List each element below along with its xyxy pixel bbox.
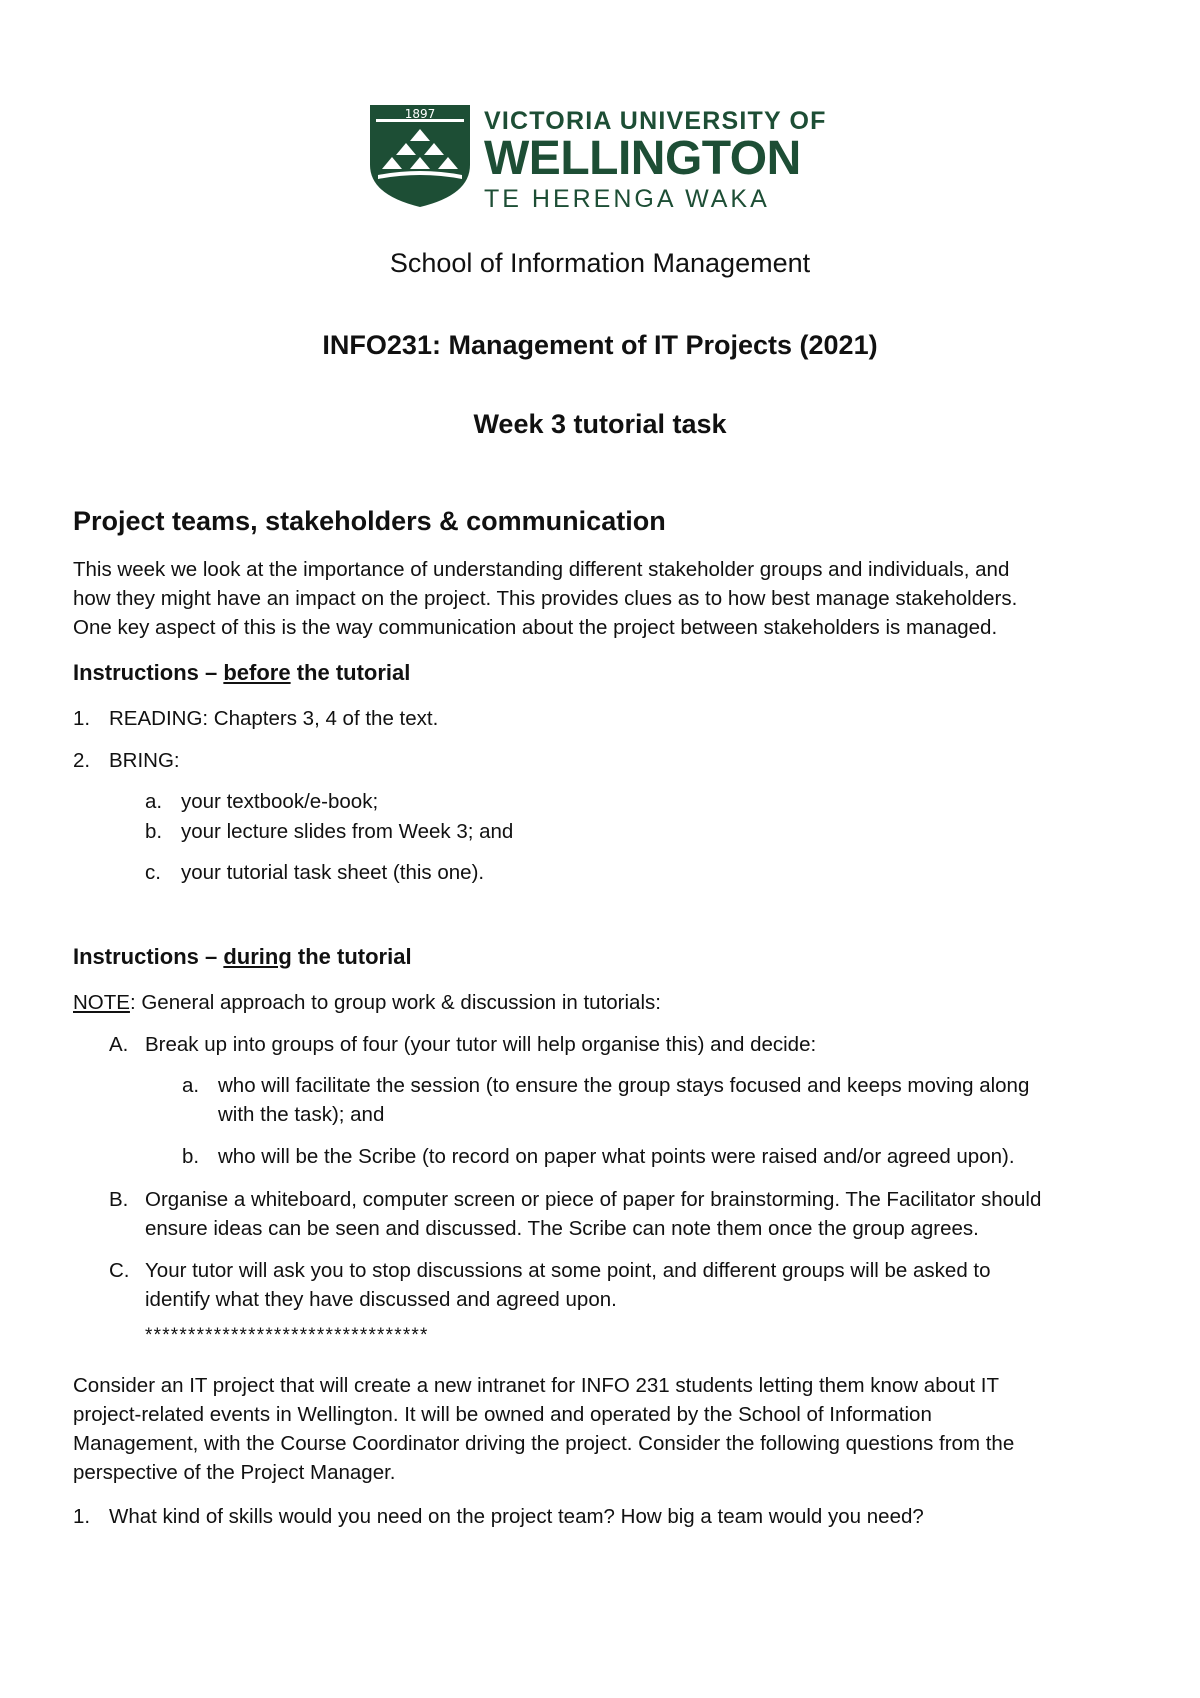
item-text: with the task); and	[218, 1103, 385, 1126]
item-text: What kind of skills would you need on the project team? How big a team would you need?	[109, 1505, 924, 1528]
school-name: School of Information Management	[389, 248, 811, 278]
item-number: 2.	[73, 749, 91, 772]
before-heading-pre: Instructions –	[73, 660, 224, 685]
before-heading-post: the tutorial	[290, 660, 411, 685]
scenario-line-2: project-related events in Wellington. It will be owned and operated by the School of Information	[73, 1403, 932, 1426]
course-title: INFO231: Management of IT Projects (2021)	[322, 330, 878, 360]
during-heading-post: the tutorial	[291, 944, 412, 969]
item-text: Your tutor will ask you to stop discussions at some point, and different groups will be asked to	[145, 1259, 991, 1282]
item-text: who will facilitate the session (to ensure the group stays focused and keeps moving along	[218, 1074, 1030, 1097]
during-heading	[73, 944, 412, 970]
item-text: who will be the Scribe (to record on paper what points were raised and/or agreed upon).	[218, 1145, 1015, 1168]
during-heading-pre: Instructions –	[73, 944, 224, 969]
item-text: your lecture slides from Week 3; and	[181, 820, 514, 843]
item-letter: a.	[182, 1074, 200, 1097]
item-text: BRING:	[109, 749, 180, 772]
before-heading	[73, 660, 410, 686]
during-heading-underlined: during	[223, 944, 292, 969]
item-letter: B.	[109, 1188, 129, 1211]
item-text: ensure ideas can be seen and discussed. The Scribe can note them once the group agrees.	[145, 1217, 979, 1240]
item-letter: a.	[145, 790, 163, 813]
scenario-line-3: Management, with the Course Coordinator driving the project. Consider the following questions from the	[73, 1432, 1015, 1455]
item-letter: c.	[145, 861, 161, 884]
task-title: Week 3 tutorial task	[473, 409, 727, 439]
crest-year: 1897	[404, 107, 436, 121]
before-heading-underlined: before	[223, 660, 291, 685]
intro-line-1: This week we look at the importance of understanding different stakeholder groups and individuals, and	[73, 558, 1010, 581]
item-letter: C.	[109, 1259, 130, 1282]
item-letter: A.	[109, 1033, 129, 1056]
university-logo	[368, 103, 827, 213]
item-text: your tutorial task sheet (this one).	[181, 861, 485, 884]
item-number: 1.	[73, 1505, 91, 1528]
logo-line-2: WELLINGTON	[484, 132, 801, 185]
item-text: READING: Chapters 3, 4 of the text.	[109, 707, 439, 730]
scenario-line-4: perspective of the Project Manager.	[73, 1461, 396, 1484]
item-text: Organise a whiteboard, computer screen or piece of paper for brainstorming. The Facilitator should	[145, 1188, 1042, 1211]
intro-line-2: how they might have an impact on the project. This provides clues as to how best manage stakeholders.	[73, 587, 1018, 610]
note-line	[73, 988, 661, 1017]
item-text: identify what they have discussed and agreed upon.	[145, 1288, 617, 1311]
section-title: Project teams, stakeholders & communication	[73, 506, 666, 536]
item-number: 1.	[73, 707, 91, 730]
note-text: : General approach to group work & discussion in tutorials:	[129, 991, 661, 1014]
note-label: NOTE	[73, 991, 130, 1014]
item-text: Break up into groups of four (your tutor will help organise this) and decide:	[145, 1033, 817, 1056]
logo-line-3: TE HERENGA WAKA	[484, 185, 770, 213]
separator-stars: *********************************	[145, 1325, 429, 1346]
logo-line-1: VICTORIA UNIVERSITY OF	[484, 107, 827, 135]
item-letter: b.	[145, 820, 163, 843]
scenario-line-1: Consider an IT project that will create a new intranet for INFO 231 students letting them know about IT	[73, 1374, 1000, 1397]
item-letter: b.	[182, 1145, 200, 1168]
intro-line-3: One key aspect of this is the way communication about the project between stakeholders is managed.	[73, 616, 998, 639]
item-text: your textbook/e-book;	[181, 790, 379, 813]
